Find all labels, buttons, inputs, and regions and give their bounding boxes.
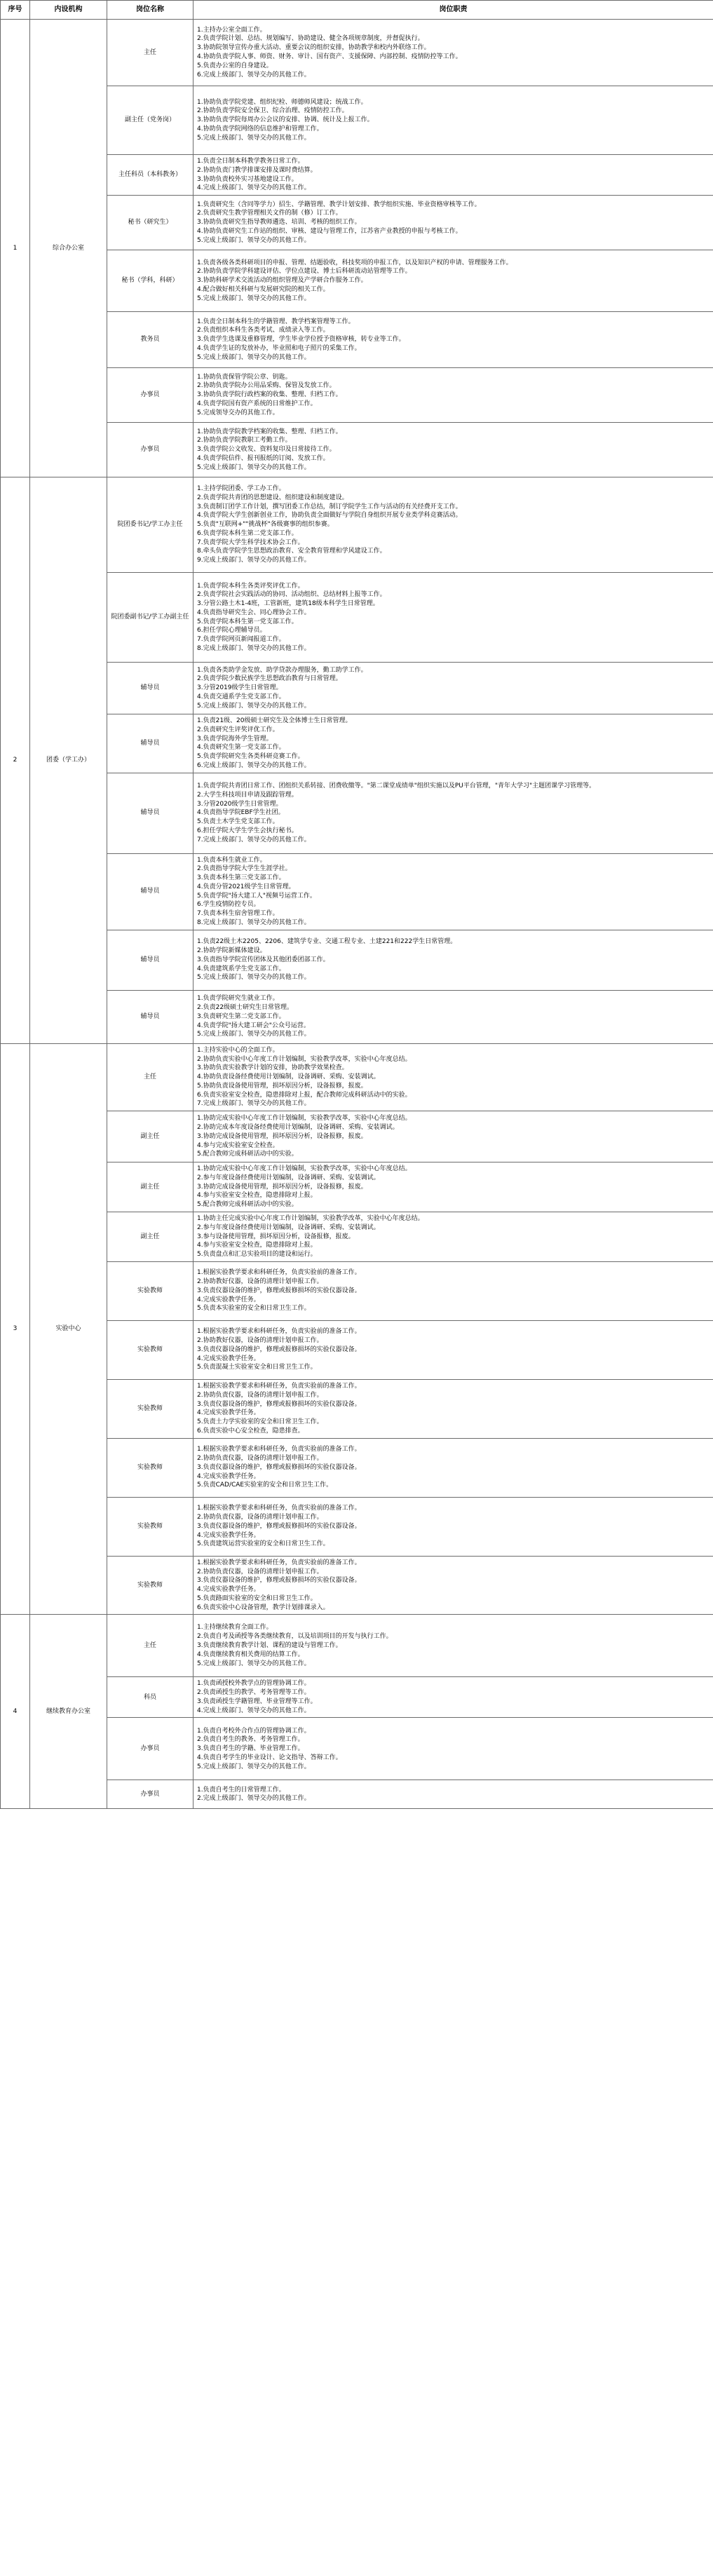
duty-line: 7.完成上级部门、领导交办的其他工作。 xyxy=(197,1100,311,1108)
post-duties xyxy=(193,1677,713,1718)
duty-line: 3.负责仪器设备的维护，修理或报修损坏的实验仪器设备。 xyxy=(197,1577,361,1585)
duty-line: 5.完成上级部门、领导交办的其他工作。 xyxy=(197,463,311,471)
duty-line: 5.负责本实验室的安全和日常卫生工作。 xyxy=(197,1305,311,1313)
duty-line: 3.负责自考生的学籍、毕业管理工作。 xyxy=(197,1745,304,1753)
duty-line: 2.负责函授生的教学、考务管理等工作。 xyxy=(197,1689,311,1697)
duty-line: 2.负责研究生教学管理相关文件的制（修）订工作。 xyxy=(197,210,342,217)
post-name: 秘书（学科，科研） xyxy=(107,250,193,312)
duty-line: 3.负责仪器设备的维护，修理或报修损坏的实验仪器设备。 xyxy=(197,1287,361,1294)
table-row xyxy=(1,663,713,714)
duty-line: 2.协助学院新媒体建设。 xyxy=(197,947,266,955)
duty-line: 2.协助负责仪器，设备的清理计划申报工作。 xyxy=(197,1391,323,1399)
duty-line: 7.负责学院网页新闻报道工作。 xyxy=(197,636,285,644)
duty-line: 2.参与年度设备经费使用计划编制，设备调研、采购、安装调试。 xyxy=(197,1174,380,1181)
duty-line: 5.完成领导交办的其他工作。 xyxy=(197,409,279,416)
duty-line: 3.负责学院海外学生管理。 xyxy=(197,735,273,743)
duty-line: 2.协助教好仪器，设备的清理计划申报工作。 xyxy=(197,1337,323,1345)
post-name: 主任 xyxy=(107,1043,193,1111)
post-name: 院团委书记/学工办主任 xyxy=(107,477,193,573)
duty-line: 2.负责研究生评奖评优工作。 xyxy=(197,726,279,733)
duty-line: 8.牵头负责学院学生思想政治教育、安全教育管理和学风建设工作。 xyxy=(197,548,386,555)
duty-line: 5.协助负责设备使用管理，损坏原因分析，设备报修，报废。 xyxy=(197,1082,367,1090)
duty-line: 8.完成上级部门、领导交办的其他工作。 xyxy=(197,644,311,652)
table-row xyxy=(1,1718,713,1780)
table-row xyxy=(1,930,713,990)
duty-line: 3.协助负责学院行政档案的收集、整理、归档工作。 xyxy=(197,391,342,399)
department-name: 继续教育办公室 xyxy=(30,1615,107,1809)
table-row xyxy=(1,312,713,368)
duty-line: 2.负责指导学院大学生生涯学社。 xyxy=(197,865,292,873)
section-number: 2 xyxy=(1,477,30,1044)
post-duties xyxy=(193,930,713,990)
duty-line: 2.负责学院共青团的思想建设、组织建设和制度建设。 xyxy=(197,494,348,501)
post-name: 辅导员 xyxy=(107,663,193,714)
duty-line: 5.负责混凝土实验室安全和日常卫生工作。 xyxy=(197,1364,317,1371)
table-row xyxy=(1,1162,713,1212)
table-row xyxy=(1,1497,713,1556)
duty-line: 2.协助负责学院办公用品采购、保管及发放工作。 xyxy=(197,382,336,390)
table-row xyxy=(1,196,713,250)
duty-line: 3.负责仪器设备的维护，修理或报修损坏的实验仪器设备。 xyxy=(197,1345,361,1353)
duty-line: 2.协助负责实验中心年度工作计划编制，实验教学改革，实验中心年度总结。 xyxy=(197,1055,412,1063)
table-row xyxy=(1,573,713,663)
table-row xyxy=(1,773,713,853)
table-row xyxy=(1,714,713,773)
table-row xyxy=(1,1438,713,1497)
duty-line: 4.负责指导研究生会、同心理协会工作。 xyxy=(197,609,311,616)
duty-line: 4.负责学院国有资产系统的日常维护工作。 xyxy=(197,400,317,407)
duty-line: 6.担任学院大学生学生会执行秘书。 xyxy=(197,827,298,834)
duty-line: 4.完成实验教学任务。 xyxy=(197,1531,260,1539)
duty-line: 1.协助负责学院教学档案的收集、整理、归档工作。 xyxy=(197,428,342,435)
post-name: 实验教师 xyxy=(107,1497,193,1556)
table-row xyxy=(1,1212,713,1261)
table-row xyxy=(1,1615,713,1677)
duty-line: 3.负责学院公文收发、资料复印及日常接待工作。 xyxy=(197,446,336,454)
post-duties xyxy=(193,423,713,477)
duty-line: 1.负责学院研究生就业工作。 xyxy=(197,995,279,1003)
duty-line: 6.负责实验中心安全检查，隐患排查。 xyxy=(197,1427,304,1435)
duty-line: 4.参与实验室安全检查，隐患排除对上报。 xyxy=(197,1242,317,1249)
duty-line: 5.负责盘点和汇总实验项目的建设和运行。 xyxy=(197,1251,317,1259)
post-duties xyxy=(193,477,713,573)
section-number: 1 xyxy=(1,20,30,477)
duty-line: 4.负责分管2021级学生日常管理。 xyxy=(197,883,295,890)
post-name: 主任 xyxy=(107,20,193,86)
duty-line: 5.完成上级部门、领导交办的其他工作。 xyxy=(197,236,311,244)
duty-line: 2.负责组织本科生各类考试、成绩录入等工作。 xyxy=(197,327,330,334)
duty-line: 4.协助负责设备经费使用计划编制，设备调研、采购、安装调试。 xyxy=(197,1073,380,1081)
duty-line: 2.协助完成本年度设备经费使用计划编制，设备调研、采购、安装调试。 xyxy=(197,1123,399,1131)
post-duties xyxy=(193,1162,713,1212)
duty-line: 1.协助负责保管学院公章、钥匙。 xyxy=(197,373,292,381)
duty-line: 2.负责22级硕士研究生日常管理。 xyxy=(197,1004,294,1012)
table-row xyxy=(1,1261,713,1320)
duty-line: 3.分管公路土木1-4班，工管新班，建筑18级本科学生日常管理。 xyxy=(197,600,379,608)
post-duties xyxy=(193,663,713,714)
table-row xyxy=(1,1111,713,1162)
duty-line: 1.根据实验教学要求和科研任务，负责实验前的准备工作。 xyxy=(197,1505,361,1512)
duty-line: 5.负责建筑运营实验室的安全和日常卫生工作。 xyxy=(197,1540,330,1548)
table-row xyxy=(1,1556,713,1615)
duty-line: 4.负责继续教育相关费用的结算工作。 xyxy=(197,1650,304,1658)
duty-line: 1.主持实验中心的全面工作。 xyxy=(197,1046,279,1054)
post-name: 主任 xyxy=(107,1615,193,1677)
duty-line: 5.负责"互联网+""挑战杯"各级赛事的组织参赛。 xyxy=(197,521,334,529)
duty-line: 4.负责指导学院EBF学生社团。 xyxy=(197,809,285,817)
table-row xyxy=(1,250,713,312)
duty-line: 1.负责全日制本科生的学籍管理、教学档案管理等工作。 xyxy=(197,318,355,325)
duty-line: 2.协助负责仪器，设备的清理计划申报工作。 xyxy=(197,1568,323,1575)
post-duties xyxy=(193,1556,713,1615)
post-name: 主任科员（本科教务） xyxy=(107,155,193,196)
post-duties xyxy=(193,250,713,312)
post-name: 办事员 xyxy=(107,1780,193,1809)
duty-line: 5.配合教师完成科研活动中的实验。 xyxy=(197,1201,298,1209)
duty-line: 4.完成上级部门、领导交办的其他工作。 xyxy=(197,1707,311,1714)
post-name: 院团委副书记/学工办副主任 xyxy=(107,573,193,663)
duty-line: 2.协助负责学院安全保卫、综合治理、疫情防控工作。 xyxy=(197,107,348,115)
duty-line: 2.负责学院社会实践活动的协同、活动组织、总结材料上报等工作。 xyxy=(197,591,386,599)
duty-line: 4.参与完成实验室安全检查。 xyxy=(197,1141,279,1149)
duty-line: 5.完成上级部门、领导交办的其他工作。 xyxy=(197,1763,311,1770)
duty-line: 4.完成实验教学任务。 xyxy=(197,1355,260,1362)
post-duties xyxy=(193,1497,713,1556)
post-name: 实验教师 xyxy=(107,1379,193,1438)
duty-line: 1.根据实验教学要求和科研任务，负责实验前的准备工作。 xyxy=(197,1328,361,1336)
duty-line: 5.负责CAD/CAE实验室的安全和日常卫生工作。 xyxy=(197,1482,333,1489)
post-duties xyxy=(193,155,713,196)
duty-line: 7.完成上级部门、领导交办的其他工作。 xyxy=(197,836,311,843)
table-row xyxy=(1,20,713,86)
post-name: 科员 xyxy=(107,1677,193,1718)
post-name: 办事员 xyxy=(107,1718,193,1780)
duty-line: 1.根据实验教学要求和科研任务，负责实验前的准备工作。 xyxy=(197,1446,361,1453)
post-duties xyxy=(193,1718,713,1780)
duty-line: 1.负责22级土木2205、2206、建筑学专业、交通工程专业、土建221和222学生日常管理。 xyxy=(197,938,457,946)
duty-line: 5.负责土力学实验室的安全和日常卫生工作。 xyxy=(197,1418,323,1426)
duty-line: 4.完成上级部门、领导交办的其他工作。 xyxy=(197,184,311,192)
table-row xyxy=(1,1320,713,1379)
post-duties xyxy=(193,853,713,930)
post-duties xyxy=(193,312,713,368)
duty-line: 1.协助完成实验中心年度工作计划编制，实验教学改革，实验中心年度总结。 xyxy=(197,1165,412,1173)
duty-line: 1.负责自考生的日常管理工作。 xyxy=(197,1786,285,1794)
duty-line: 1.主持办公室全面工作。 xyxy=(197,26,266,34)
duty-line: 1.负责研究生（含同等学力）招生、学籍管理、教学计划安排、教学组织实施、毕业资格审核等工作。 xyxy=(197,201,481,208)
table-body xyxy=(1,20,713,1809)
post-duties xyxy=(193,1379,713,1438)
duty-line: 3.协助负责校外实习基地建设工作。 xyxy=(197,175,298,183)
duty-line: 1.负责自考校外合作点的管理协调工作。 xyxy=(197,1727,311,1735)
duty-line: 5.配合教师完成科研活动中的实验。 xyxy=(197,1151,298,1158)
post-duties xyxy=(193,1212,713,1261)
duty-line: 6.完成上级部门、领导交办的其他工作。 xyxy=(197,761,311,769)
duty-line: 4.负责学生证的发放补办，毕业照和电子照片的采集工作。 xyxy=(197,344,361,352)
duty-line: 5.负责办公室的自身建设。 xyxy=(197,62,273,69)
header-dept: 内设机构 xyxy=(30,1,107,20)
duty-line: 5.完成上级部门、领导交办的其他工作。 xyxy=(197,974,311,982)
department-name: 实验中心 xyxy=(30,1043,107,1615)
post-name: 教务员 xyxy=(107,312,193,368)
duty-line: 1.主持继续教育全面工作。 xyxy=(197,1624,273,1632)
duty-line: 3.负责仪器设备的维护，修理或报修损坏的实验仪器设备。 xyxy=(197,1400,361,1408)
duty-line: 2.协助负责学院教职工考勤工作。 xyxy=(197,437,292,445)
department-name: 团委（学工办） xyxy=(30,477,107,1044)
duty-line: 4.完成实验教学任务。 xyxy=(197,1409,260,1417)
duty-line: 1.负责各级各类科研项目的申报、管理、结题验收，科技奖项的申报工作，以及知识产权的申请、管理服务工作。 xyxy=(197,259,512,266)
duty-line: 1.根据实验教学要求和科研任务，负责实验前的准备工作。 xyxy=(197,1559,361,1566)
duty-line: 5.完成上级部门、领导交办的其他工作。 xyxy=(197,1031,311,1038)
duty-line: 7.负责学院大学生科学技术协会工作。 xyxy=(197,538,304,546)
duty-line: 3.负责学生选课及重修管理，学生毕业学位授予资格审核，转专业等工作。 xyxy=(197,336,405,344)
post-name: 秘书（研究生） xyxy=(107,196,193,250)
duty-line: 2.协助负责学院学科建设评估、学位点建设、博士后科研流动站管理等工作。 xyxy=(197,268,412,276)
duty-line: 3.负责研究生第二党支部工作。 xyxy=(197,1012,285,1020)
post-duties xyxy=(193,714,713,773)
table-header xyxy=(1,1,713,20)
duty-line: 5.负责学院研究生各类科研竞赛工作。 xyxy=(197,753,304,761)
section-number: 3 xyxy=(1,1043,30,1615)
post-duties xyxy=(193,1780,713,1809)
duty-line: 3.协助院领导宣传办重大活动、重要会议的组织安排，协助教学和校内外联络工作。 xyxy=(197,44,430,52)
post-name: 辅导员 xyxy=(107,930,193,990)
header-post: 岗位名称 xyxy=(107,1,193,20)
duty-line: 3.分管2020级学生日常管理。 xyxy=(197,800,283,808)
duty-line: 5.完成上级部门、领导交办的其他工作。 xyxy=(197,1660,311,1667)
post-name: 辅导员 xyxy=(107,714,193,773)
duty-line: 3.负责继续教育教学计划、课程的建设与管理工作。 xyxy=(197,1642,342,1649)
table-row xyxy=(1,1043,713,1111)
post-duties xyxy=(193,86,713,155)
duty-line: 4.负责自考学生的毕业设计、论文指导、答辩工作。 xyxy=(197,1754,342,1761)
duty-line: 3.负责函授生学籍管理、毕业管理等工作。 xyxy=(197,1697,317,1705)
header-row xyxy=(1,1,713,20)
duty-line: 5.负责学院"扬大建工人"视频号运营工作。 xyxy=(197,892,316,900)
duty-line: 2.大学生科技项目申请及跟踪管理。 xyxy=(197,791,298,799)
duty-line: 6.学生疫情防控专员。 xyxy=(197,901,260,909)
duty-line: 1.协助主任完成实验中心年度工作计划编制，实验教学改革，实验中心年度总结。 xyxy=(197,1214,424,1222)
duty-line: 3.协助负责实验教学计划的安排，协助教学效果检查。 xyxy=(197,1064,348,1072)
duty-line: 1.负责学院本科生各类评奖评优工作。 xyxy=(197,582,304,590)
duty-line: 5.负责路面实验室的安全和日常卫生工作。 xyxy=(197,1594,317,1602)
duty-line: 4.负责交通系学生党支部工作。 xyxy=(197,693,285,700)
duty-line: 1.根据实验教学要求和科研任务，负责实验前的准备工作。 xyxy=(197,1269,361,1277)
duty-line: 1.负责函授校外教学点的管理协调工作。 xyxy=(197,1680,311,1688)
table-row xyxy=(1,423,713,477)
duty-line: 6.担任学院心理辅导员。 xyxy=(197,627,266,635)
duty-line: 8.完成上级部门、领导交办的其他工作。 xyxy=(197,919,311,927)
duty-line: 1.负责学院共青团日常工作、团组织关系转接、团费收缴等。"第二课堂成绩单"组织实施以及PU平台管理，"青年大学习"主题团课学习管理等。 xyxy=(197,782,596,789)
post-name: 实验教师 xyxy=(107,1556,193,1615)
duty-line: 4.协助负责学院网络的信息维护和管理工作。 xyxy=(197,125,323,133)
duty-line: 2.参与年度设备经费使用计划编制，设备调研、采购、安装调试。 xyxy=(197,1223,380,1231)
duty-line: 4.负责建筑系学生党支部工作。 xyxy=(197,965,285,972)
duty-line: 4.负责学院大学生创新创业工作，协助负责全面做好与学院自身组织开展专业类学科竞赛活动。 xyxy=(197,512,462,520)
post-name: 辅导员 xyxy=(107,773,193,853)
post-name: 副主任 xyxy=(107,1212,193,1261)
duty-line: 7.负责本科生宿舍管理工作。 xyxy=(197,910,279,918)
duty-line: 1.负责21级、20级硕士研究生及全体博士生日常管理。 xyxy=(197,717,352,725)
duty-line: 3.参与设备使用管理，损坏原因分析，设备报修，报废。 xyxy=(197,1233,355,1240)
duty-line: 3.协助完成设备使用管理，损坏原因分析，设备报修，报废。 xyxy=(197,1183,367,1191)
duty-line: 4.完成实验教学任务。 xyxy=(197,1472,260,1480)
duty-line: 6.完成上级部门、领导交办的其他工作。 xyxy=(197,71,311,79)
duty-line: 3.分管2019级学生日常管理。 xyxy=(197,684,283,692)
header-duty: 岗位职责 xyxy=(193,1,713,20)
duty-line: 6.负责学院本科生第二党支部工作。 xyxy=(197,529,298,537)
duty-line: 2.完成上级部门、领导交办的其他工作。 xyxy=(197,1795,311,1803)
post-name: 实验教师 xyxy=(107,1261,193,1320)
duty-line: 3.协助负责学院每周办公会议的安排、协调、统计及上报工作。 xyxy=(197,116,374,124)
duty-line: 1.负责本科生就业工作。 xyxy=(197,856,266,864)
post-duties xyxy=(193,990,713,1043)
post-duties xyxy=(193,1438,713,1497)
duty-line: 2.负责自考生的教务、考务管理工作。 xyxy=(197,1736,304,1744)
duty-line: 2.协助教好仪器，设备的清理计划申报工作。 xyxy=(197,1278,323,1286)
duty-line: 5.负责土木学生党支部工作。 xyxy=(197,818,279,826)
duty-line: 3.负责仪器设备的维护，修理或报修损坏的实验仪器设备。 xyxy=(197,1522,361,1530)
table-row xyxy=(1,1379,713,1438)
duty-line: 4.完成实验教学任务。 xyxy=(197,1296,260,1303)
section-number: 4 xyxy=(1,1615,30,1809)
table-row xyxy=(1,477,713,573)
table-row xyxy=(1,155,713,196)
duty-line: 2.协助负责门教学排课安排及课时费结算。 xyxy=(197,166,317,174)
table-row xyxy=(1,853,713,930)
duty-line: 5.完成上级部门、领导交办的其他工作。 xyxy=(197,294,311,302)
duty-line: 6.负责实验室安全检查，隐患排除对上报，配合教师完成科研活动中的实验。 xyxy=(197,1091,412,1099)
duty-line: 1.根据实验教学要求和科研任务，负责实验前的准备工作。 xyxy=(197,1383,361,1390)
duty-line: 4.负责学院"扬大建工研会"公众号运营。 xyxy=(197,1022,310,1029)
duty-line: 1.负责全日制本科教学教务日常工作。 xyxy=(197,158,304,165)
post-duties xyxy=(193,1043,713,1111)
post-name: 实验教师 xyxy=(107,1438,193,1497)
post-duties xyxy=(193,196,713,250)
duty-line: 1.主持学院团委、学工办工作。 xyxy=(197,485,285,493)
post-name: 副主任 xyxy=(107,1111,193,1162)
duty-line: 4.负责学院信件、报刊报纸的订阅、发放工作。 xyxy=(197,454,330,462)
duty-line: 3.协助负责研究生指导教师遴选、培训、考核的组织工作。 xyxy=(197,219,361,226)
duty-line: 5.完成上级部门、领导交办的其他工作。 xyxy=(197,134,311,142)
department-name: 综合办公室 xyxy=(30,20,107,477)
duty-line: 2.协助负责仪器，设备的清理计划申报工作。 xyxy=(197,1455,323,1463)
post-duties xyxy=(193,573,713,663)
duty-line: 5.完成上级部门、领导交办的其他工作。 xyxy=(197,353,311,361)
duty-line: 4.配合做好相关科研与发展研究院的相关工作。 xyxy=(197,285,330,293)
duty-line: 2.负责学院少数民族学生思想政治教育与日常管理。 xyxy=(197,675,342,683)
table-row xyxy=(1,86,713,155)
duty-line: 2.协助负责仪器，设备的清理计划申报工作。 xyxy=(197,1514,323,1521)
duty-line: 3.负责制订团学工作计划，撰写团委工作总结，制订学院学生工作与活动的有关经费开支工作。 xyxy=(197,503,462,510)
table-row xyxy=(1,1677,713,1718)
table-row xyxy=(1,990,713,1043)
duty-line: 6.负责实验中心设备管理，教学计划排课录入。 xyxy=(197,1604,330,1611)
duty-line: 4.负责研究生第一党支部工作。 xyxy=(197,744,285,752)
post-duties xyxy=(193,1320,713,1379)
post-duties xyxy=(193,368,713,423)
table-row xyxy=(1,1780,713,1809)
duty-line: 4.协助负责研究生工作站的组织、审核、建设与管理工作，江苏省产业教授的申报与考核工作。 xyxy=(197,227,462,235)
duty-line: 3.协助科研学术交流活动的组织管理及产学研合作服务工作。 xyxy=(197,277,367,285)
duty-line: 2.负责学院计划、总结、规划编写、协助建设、健全各项规章制度，并督促执行。 xyxy=(197,35,424,43)
post-duties xyxy=(193,1111,713,1162)
duty-line: 5.完成上级部门、领导交办的其他工作。 xyxy=(197,702,311,710)
table-row xyxy=(1,368,713,423)
duty-line: 1.协助负责学院党建、组织纪检、师德师风建设；统战工作。 xyxy=(197,98,367,106)
post-name: 办事员 xyxy=(107,368,193,423)
header-no: 序号 xyxy=(1,1,30,20)
post-name: 副主任（党务岗） xyxy=(107,86,193,155)
post-name: 办事员 xyxy=(107,423,193,477)
duty-line: 4.完成实验教学任务。 xyxy=(197,1586,260,1594)
duty-line: 5.负责学院本科生第一党支部工作。 xyxy=(197,618,298,625)
post-name: 实验教师 xyxy=(107,1320,193,1379)
post-name: 副主任 xyxy=(107,1162,193,1212)
duty-line: 2.负责自考及函授等各类继续教育，以及培训项目的开发与执行工作。 xyxy=(197,1633,393,1641)
duty-line: 9.完成上级部门、领导交办的其他工作。 xyxy=(197,557,311,564)
duty-line: 4.协助负责学院人事、师资、财务、审计、国有资产、支援保障、内部控制、疫情防控等工作。 xyxy=(197,53,462,60)
post-duties xyxy=(193,1615,713,1677)
duty-line: 1.协助完成实验中心年度工作计划编制，实验教学改革，实验中心年度总结。 xyxy=(197,1115,412,1123)
duty-line: 3.负责本科生第三党支部工作。 xyxy=(197,874,285,882)
post-name: 辅导员 xyxy=(107,853,193,930)
duty-line: 3.负责指导学院宣传团体及其他团委团部工作。 xyxy=(197,956,330,963)
post-duties xyxy=(193,20,713,86)
duty-line: 1.负责各类助学金发放、助学贷款办理服务，勤工助学工作。 xyxy=(197,666,367,674)
duty-line: 3.负责仪器设备的维护，修理或报修损坏的实验仪器设备。 xyxy=(197,1463,361,1471)
post-name: 辅导员 xyxy=(107,990,193,1043)
post-duties xyxy=(193,773,713,853)
duty-line: 3.协助完成设备使用管理，损坏原因分析，设备报修，报废。 xyxy=(197,1132,367,1140)
duty-line: 4.参与实验室安全检查，隐患排除对上报。 xyxy=(197,1192,317,1200)
post-duties xyxy=(193,1261,713,1320)
